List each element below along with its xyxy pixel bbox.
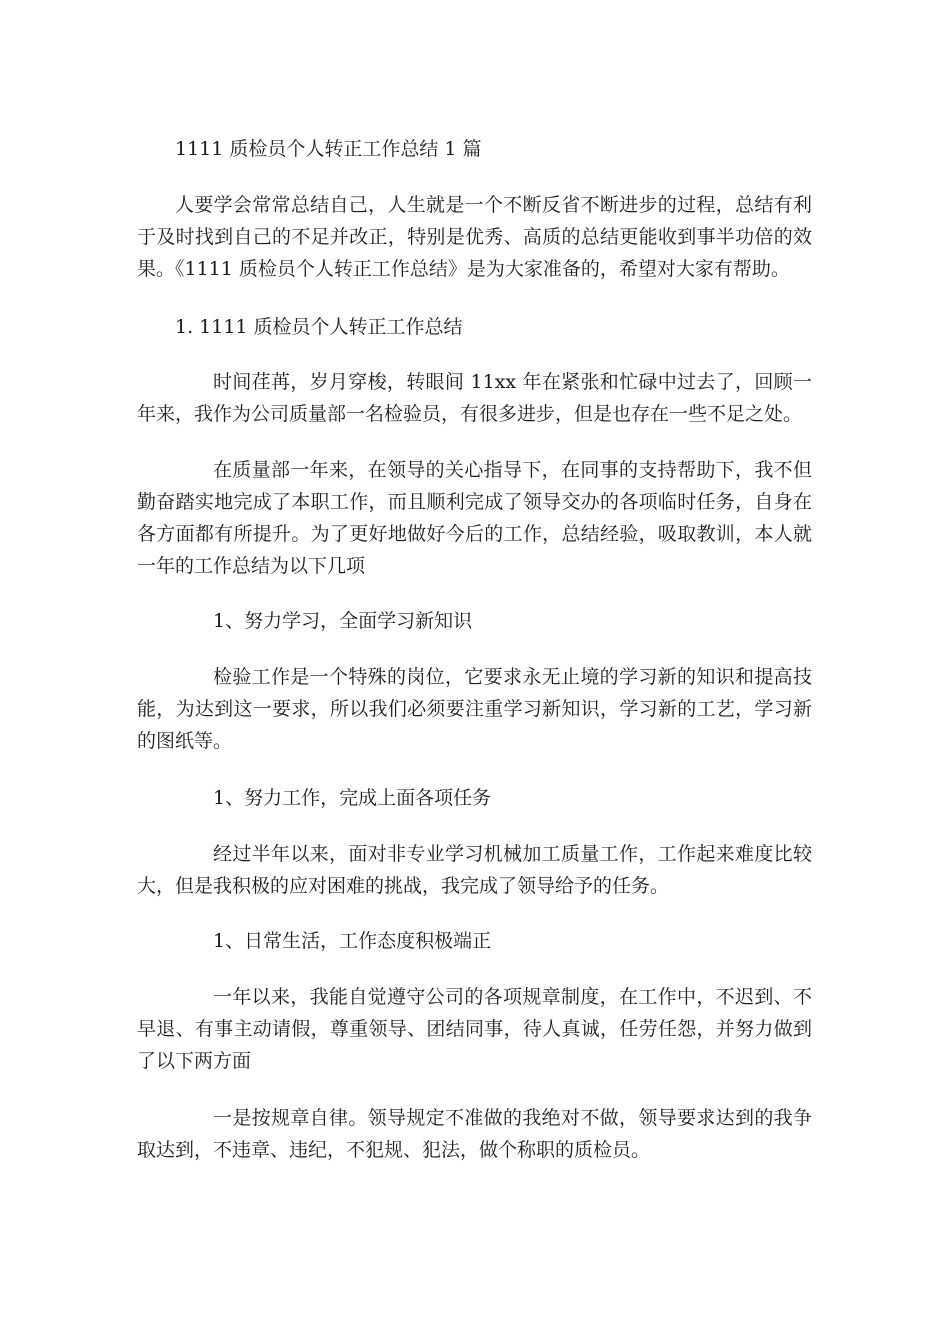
body-paragraph-discipline: 一是按规章自律。领导规定不准做的我绝对不做，领导要求达到的我争取达到，不违章、违纪，不犯规、犯法，做个称职的质检员。 [137,1107,812,1161]
subheading-work: 1、努力工作，完成上面各项任务 [213,787,492,809]
section-title: 1. 1111 质检员个人转正工作总结 [175,316,463,338]
subheading-attitude: 1、日常生活，工作态度积极端正 [213,930,492,952]
body-paragraph-summary: 在质量部一年来，在领导的关心指导下，在同事的支持帮助下，我不但勤奋踏实地完成了本职工作，而且顺利完成了领导交办的各项临时任务，自身在各方面都有所提升。为了更好地做好今后的工作，总结经验，吸取教训，本人就一年的工作总结为以下几项 [137,459,812,577]
body-paragraph-work: 经过半年以来，面对非专业学习机械加工质量工作，工作起来难度比较大，但是我积极的应对困难的挑战，我完成了领导给予的任务。 [137,843,812,897]
body-paragraph-review: 时间荏苒，岁月穿梭，转眼间 11xx 年在紧张和忙碌中过去了，回顾一年来，我作为公司质量部一名检验员，有很多进步，但是也存在一些不足之处。 [137,371,812,425]
body-paragraph-study: 检验工作是一个特殊的岗位，它要求永无止境的学习新的知识和提高技能，为达到这一要求，所以我们必须要注重学习新知识，学习新的工艺，学习新的图纸等。 [137,666,812,752]
subheading-study: 1、努力学习，全面学习新知识 [213,610,473,632]
document-title: 1111 质检员个人转正工作总结 1 篇 [175,138,482,160]
body-paragraph-attitude: 一年以来，我能自觉遵守公司的各项规章制度，在工作中，不迟到、不早退、有事主动请假，尊重领导、团结同事，待人真诚，任劳任怨，并努力做到了以下两方面 [137,986,812,1072]
intro-paragraph: 人要学会常常总结自己，人生就是一个不断反省不断进步的过程，总结有利于及时找到自己的不足并改正，特别是优秀、高质的总结更能收到事半功倍的效果。《1111 质检员个人转正工作总结》是为大家准备的，希望对大家有帮助。 [137,194,812,280]
